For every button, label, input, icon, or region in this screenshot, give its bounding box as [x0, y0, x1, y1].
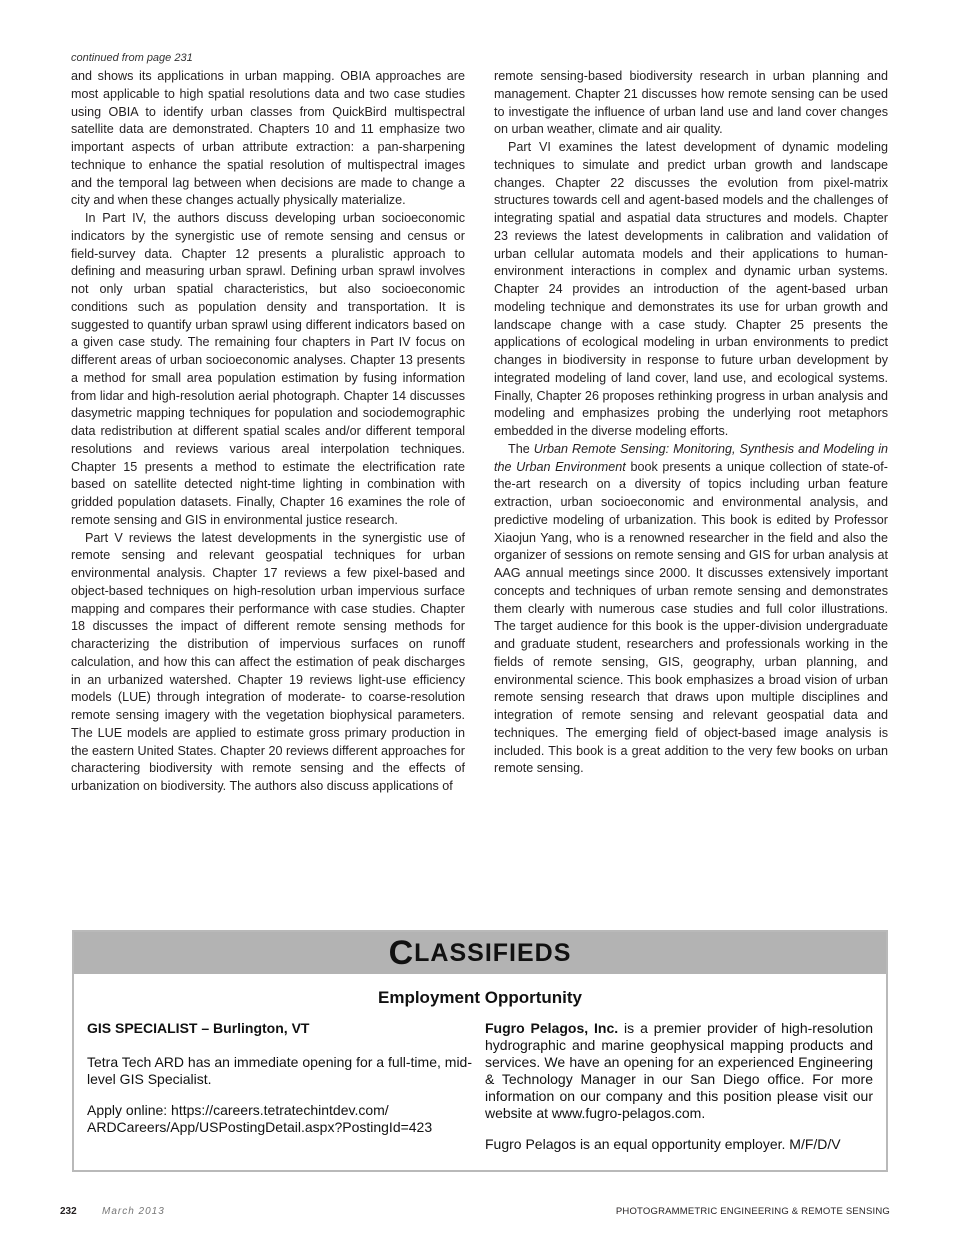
paragraph: In Part IV, the authors discuss developing urban socioeconomic indicators by the synergistic use of remote sensing and census or field-survey data. Chapter 12 presents a pluralistic approach to defining and measuring urban sprawl. Defining urban sprawl involves not only urban spatial characteristics, but also socioeconomic conditions such as population density and transportation. It is suggested to quantify urban sprawl using different indicators based on a given case study. The remaining four chapters in Part IV focus on different areas of urban socioeconomic analyses. Chapter 13 presents a method for small area population estimation by fusing information from lidar and high-resolution aerial photograph. Chapter 14 discusses dasymetric mapping techniques for population and sociodemographic data redistribution at different spatial scales and/or different temporal resolutions and reviews various areal interpolation techniques. Chapter 15 presents a method to estimate the electrification rate based on satellite detected night-time lighting in combination with gridded population datasets. Finally, Chapter 16 examines the role of remote sensing and GIS in environmental justice research. [71, 211, 465, 527]
classifieds-title-rest: LASSIFIEDS [414, 938, 572, 967]
classifieds-subtitle: Employment Opportunity [378, 988, 582, 1007]
classifieds-header [74, 932, 886, 974]
paragraph [494, 441, 888, 778]
book-title: Urban Remote Sensing: Monitoring, Synthesis and Modeling in the Urban Environment [494, 441, 889, 474]
journal-name: PHOTOGRAMMETRIC ENGINEERING & REMOTE SENSING [615, 1206, 890, 1217]
paragraph: Part V reviews the latest developments in the synergistic use of remote sensing and relevant geospatial techniques for urban environmental analysis. Chapter 17 reviews a few pixel-based and object-based techniques on high-resolution urban impervious surface mapping and compares their performance with case studies. Chapter 18 discusses the impact of different remote sensing methods for characterizing the distribution of impervious surfaces on runoff calculation, and how this can affect the estimation of peak discharges in an urbanized watershed. Chapter 19 reviews light-use efficiency models (LUE) through integration of moderate- to coarse-resolution remote sensing imagery with the vegetation biophysical parameters. The LUE models are applied to estimate gross primary production in the eastern United States. Chapter 20 reviews different approaches for charactering biodiversity with remote sensing and the effects of urbanization on biodiversity. The authors also discuss applications of [71, 530, 465, 793]
continued-note: continued from page 231 [71, 52, 193, 64]
equal-opportunity-statement: Fugro Pelagos is an equal opportunity employer. M/F/D/V [485, 1136, 841, 1152]
apply-link-line[interactable]: ARDCareers/App/USPostingDetail.aspx?PostingId=423 [87, 1119, 433, 1135]
text: book presents a unique collection of state-of-the-art research on a diversity of topics including urban feature extraction, urban socioeconomic and environmental analysis, and predictive modeling of urbanization. This book is edited by Professor Xiaojun Yang, who is a renowned researcher in the field and also the organizer of sessions on remote sensing and GIS for urban analysis at AAG annual meetings since 2000. It discusses extensively important concepts and techniques of urban remote sensing and demonstrates them clearly with numerous case studies and full color illustrations. The target audience for this book is the upper-division undergraduate and graduate student, researchers and professionals working in the fields of remote sensing, GIS, geography, urban planning, and environmental science. This book emphasizes a broad vision of urban remote sensing research that draws upon multiple disciplines and integration of remote sensing and relevant geospatial data and techniques. The emerging field of object-based image analysis is included. This book is a great addition to the very few books on urban remote sensing. [494, 459, 888, 776]
company-name: Fugro Pelagos, Inc. [485, 1020, 619, 1036]
paragraph: remote sensing-based biodiversity research in urban planning and management. Chapter 21 discusses how remote sensing can be used to investigate the influence of urban land use and land cover changes on urban weather, climate and air quality. [494, 69, 888, 137]
issue-date: March 2013 [102, 1206, 165, 1217]
classifieds-columns [87, 1020, 873, 1167]
paragraph: Part VI examines the latest development of dynamic modeling techniques to simulate and predict urban growth and landscape changes. Chapter 22 discusses the evolution from pixel-matrix structures towards cell and agent-based models and the challenges of integrating spatial and aspatial data structures and models. Chapter 23 reviews the latest developments in calibration and validation of urban cellular automata models and their applications to human-environment interactions in complex and dynamic urban systems. Chapter 24 provides an introduction of the agent-based urban modeling technique and demonstrates its use for urban growth and landscape change with a case study. Chapter 25 presents the applications of ecological modeling in urban environments to predict changes in biodiversity in response to future urban development by integrated modeling of land cover, land use, and ecological systems. Finally, Chapter 26 proposes rethinking progress in urban analysis and modeling and emphasizes probing the underlying root metaphors embedded in the diverse modeling efforts. [494, 140, 888, 438]
classifieds-box [72, 930, 888, 1172]
page-footer [60, 1206, 890, 1222]
text: The [508, 441, 534, 456]
job-listing-gis-specialist [87, 1020, 472, 1167]
page-number: 232 [60, 1206, 77, 1217]
job-listing-fugro [485, 1020, 873, 1167]
classifieds-title-initial: C [388, 933, 415, 972]
job-description: Tetra Tech ARD has an immediate opening for a full-time, mid-level GIS Specialist. [87, 1054, 472, 1087]
paragraph: and shows its applications in urban mapping. OBIA approaches are most applicable to high spatial resolutions data and two case studies using OBIA to identify urban classes from QuickBird multispectral satellite data are demonstrated. Chapters 10 and 11 emphasize two important aspects of urban attribute extraction: a pan-sharpening technique to enhance the spatial resolution of multispectral images and the temporal lag between when decisions are made to change a city and when these changes actually physically materialize. [71, 69, 465, 208]
apply-link-line[interactable]: Apply online: https://careers.tetratechintdev.com/ [87, 1102, 389, 1118]
company-description [485, 1020, 873, 1122]
left-column [71, 68, 465, 796]
apply-link[interactable] [87, 1102, 472, 1136]
text: is a premier provider of high-resolution hydrographic and marine geophysical mapping products and services. We have an opening for an experienced Engineering & Technology Manager in our San Diego office. For more information on our company and this position please visit our website at www.fugro-pelagos.com. [485, 1020, 873, 1121]
job-title: GIS SPECIALIST – Burlington, VT [87, 1020, 310, 1036]
right-column [494, 68, 888, 778]
